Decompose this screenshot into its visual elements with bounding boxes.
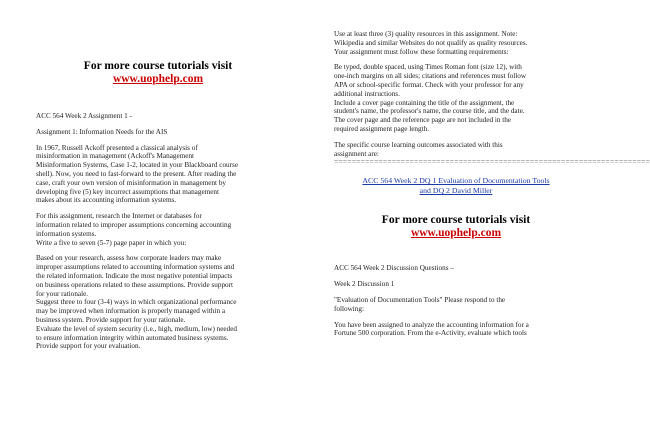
tutorial-heading-2 — [334, 214, 578, 240]
discussion-prompt: "Evaluation of Documentation Tools" Please respond to the following: — [334, 295, 506, 313]
assignment-title: Assignment 1: Information Needs for the AIS — [36, 127, 168, 136]
heading-title-2: For more course tutorials visit — [381, 214, 531, 227]
discussion-body: You have been assigned to analyze the accounting information for a Fortune 500 corporation. From the e-Activity, evaluate which tools — [334, 320, 529, 338]
next-section-link-block — [334, 176, 578, 196]
formatting-paragraph: Be typed, double spaced, using Times Roman font (size 12), with one-inch margins on all sides; citations and references must follow APA or school-specific format. Check with your professor for any additional instructions. Include a cover page containing the title of the assignment, the student's name, the professor's name, the course title, and the date. The cover page and the reference page are not included in the required assignment page length. — [334, 63, 527, 133]
assignment-code: ACC 564 Week 2 Assignment 1 - — [36, 112, 132, 120]
dq-link[interactable]: ACC 564 Week 2 DQ 1 Evaluation of Documentation Tools and DQ 2 David Miller — [362, 176, 550, 196]
right-page — [300, 0, 650, 424]
resources-paragraph: Use at least three (3) quality resources in this assignment. Note: Wikipedia and similar Websites do not qualify as quality resources. Your assignment must follow these formatting requirements: — [334, 30, 528, 56]
tutorial-heading — [36, 60, 280, 86]
uophelp-link-2[interactable]: www.uophelp.com — [410, 227, 502, 240]
research-paragraph: For this assignment, research the Internet or databases for information related to improper assumptions concerning accounting information systems. Write a five to seven (5-7) page paper in which you: — [36, 212, 232, 247]
heading-title: For more course tutorials visit — [83, 60, 233, 72]
discussion-title: Week 2 Discussion 1 — [334, 280, 395, 289]
outcomes-paragraph: The specific course learning outcomes associated with this assignment are: — [334, 140, 503, 158]
divider: ======================================================================= — [334, 158, 650, 167]
discussion-code: ACC 564 Week 2 Discussion Questions – — [334, 264, 454, 273]
uophelp-link[interactable]: www.uophelp.com — [112, 73, 204, 85]
left-page — [0, 0, 300, 424]
intro-paragraph: In 1967, Russell Ackoff presented a classical analysis of misinformation in management (Ackoff's Management Misinformation Systems, Case 1-2, located in your Blackboard course shell). Now, you need to fast-forward to the present. After reading the case, craft your own version of misinformation in management by developing five (5) key incorrect assumptions that management makes about its accounting information systems. — [36, 143, 239, 205]
requirements-paragraph: Based on your research, assess how corporate leaders may make improper assumptions related to accounting information systems and the related information. Indicate the most negative potential impacts on business operations related to these assumptions. Provide support for your rationale. Suggest three to four (3-4) ways in which organizational performance may be improved when information is properly managed within a business system. Provide support for your rationale. Evaluate the level of system security (i.e., high, medium, low) needed to ensure information integrity within automated business systems. Provide support for your evaluation. — [36, 254, 237, 351]
